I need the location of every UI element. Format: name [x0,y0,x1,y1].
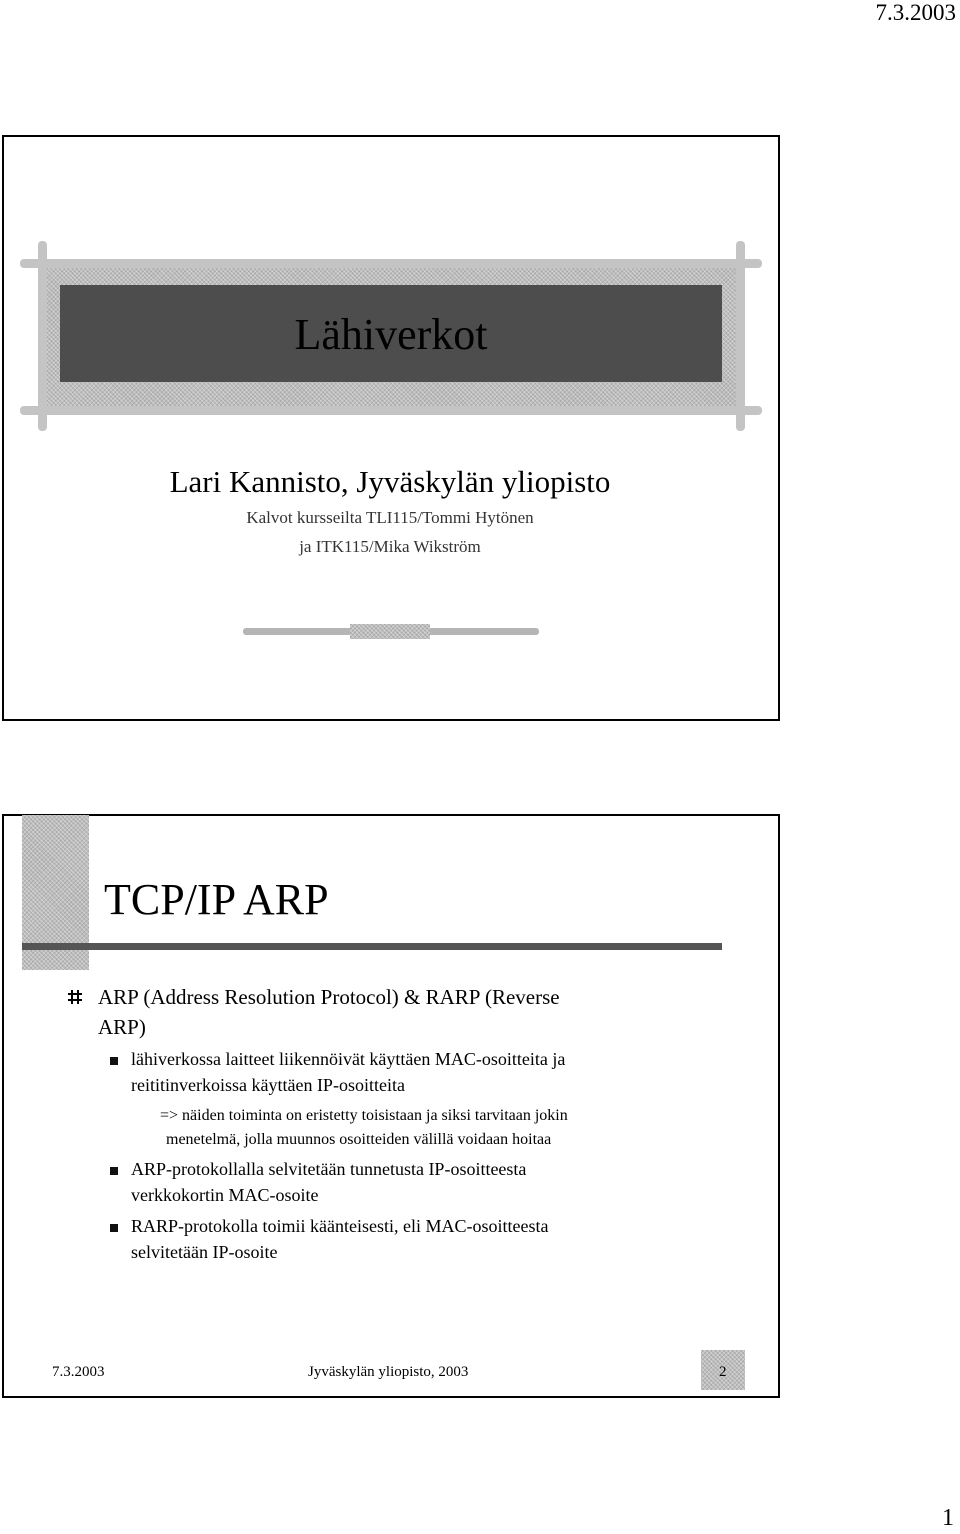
square-bullet-icon [110,1224,118,1232]
sub-bullet-2-line-2: verkkokortin MAC-osoite [131,1185,319,1205]
footer-page-number: 2 [719,1364,727,1380]
hash-bullet-icon [68,989,82,1005]
bullet-main-line-2: ARP) [98,1015,146,1039]
sub-bullet-3-line-2: selvitetään IP-osoite [131,1242,278,1262]
frame-bar-bottom [20,406,762,415]
bullet-main-line-1: ARP (Address Resolution Protocol) & RARP (Reverse [98,985,560,1009]
header-date: 7.3.2003 [875,0,956,25]
slide-1-subtitle-line-2: ja ITK115/Mika Wikström [299,537,481,556]
slide-1-author: Lari Kannisto, Jyväskylän yliopisto [169,464,611,499]
sub-bullet-1-line-1: lähiverkossa laitteet liikennöivät käyttäen MAC-osoitteita ja [131,1049,566,1069]
square-bullet-icon [110,1167,118,1175]
slide-1-subtitle-line-1: Kalvot kursseilta TLI115/Tommi Hytönen [246,508,534,527]
square-bullet-icon [110,1057,118,1065]
note-line-2: menetelmä, jolla muunnos osoitteiden välillä voidaan hoitaa [166,1131,552,1148]
frame-bar-top [20,259,762,268]
footer-date: 7.3.2003 [52,1364,105,1380]
frame-bar-left [38,241,47,431]
slide-2-title: TCP/IP ARP [104,875,329,924]
sub-bullet-3-line-1: RARP-protokolla toimii käänteisesti, eli MAC-osoitteesta [131,1216,549,1236]
sub-bullet-2-line-1: ARP-protokollalla selvitetään tunnetusta IP-osoitteesta [131,1159,527,1179]
page-number: 1 [942,1505,954,1531]
sub-bullet-1-line-2: reititinverkoissa käyttäen IP-osoitteita [131,1075,405,1095]
frame-bar-right [736,241,745,431]
slide-2-title-rule [22,943,722,950]
slide-1-title: Lähiverkot [294,310,488,359]
decorative-block [350,624,430,639]
footer-center: Jyväskylän yliopisto, 2003 [308,1364,469,1380]
note-line-1: => näiden toiminta on eristetty toisistaan ja siksi tarvitaan jokin [160,1107,568,1124]
